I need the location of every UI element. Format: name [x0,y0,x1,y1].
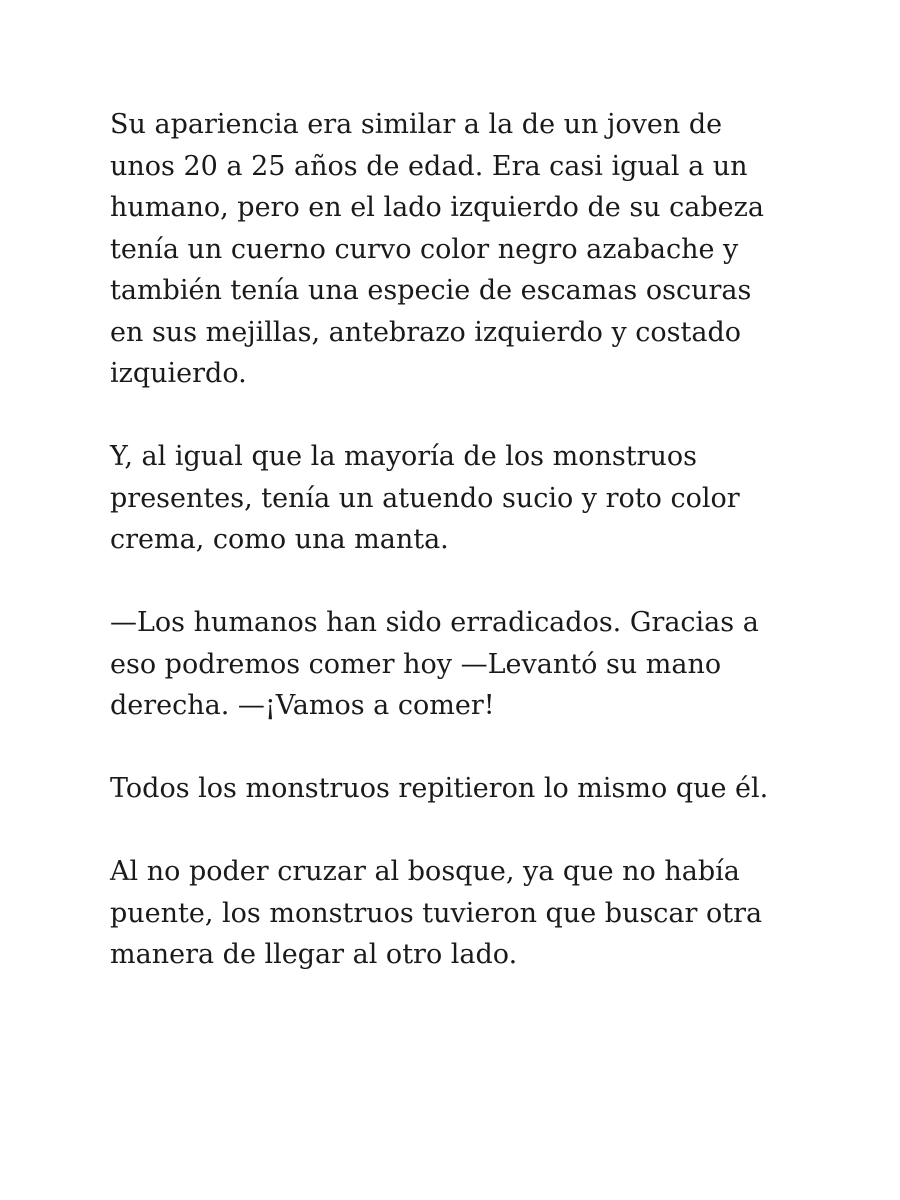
text-line: puente, los monstruos tuvieron que buscar otra [110,897,763,929]
text-line: tenía un cuerno curvo color negro azabache y [110,233,739,265]
text-line: unos 20 a 25 años de edad. Era casi igual a un [110,150,748,182]
text-line: crema, como una manta. [110,524,449,555]
text-line: humano, pero en el lado izquierdo de su cabeza [110,192,764,223]
paragraph-3 [110,602,810,727]
text-line: Su apariencia era similar a la de un joven de [110,109,723,140]
text-line: en sus mejillas, antebrazo izquierdo y costado [110,316,742,348]
text-line: Y, al igual que la mayoría de los monstruos [110,441,697,472]
text-line: también tenía una especie de escamas oscuras [110,275,752,306]
document-body [110,104,810,1017]
text-line: Al no poder cruzar al bosque, ya que no había [110,856,740,887]
paragraph-2 [110,436,810,561]
text-line: eso podremos comer hoy —Levantó su mano [110,648,722,680]
paragraph-4 [110,768,810,810]
text-line: manera de llegar al otro lado. [110,939,518,970]
paragraph-1 [110,104,810,395]
text-line: Todos los monstruos repitieron lo mismo que él. [110,773,769,804]
text-line: presentes, tenía un atuendo sucio y roto color [110,482,740,514]
paragraph-5 [110,851,810,976]
text-line: derecha. —¡Vamos a comer! [110,690,495,721]
text-line: izquierdo. [110,358,247,389]
text-line: —Los humanos han sido erradicados. Gracias a [110,607,759,638]
